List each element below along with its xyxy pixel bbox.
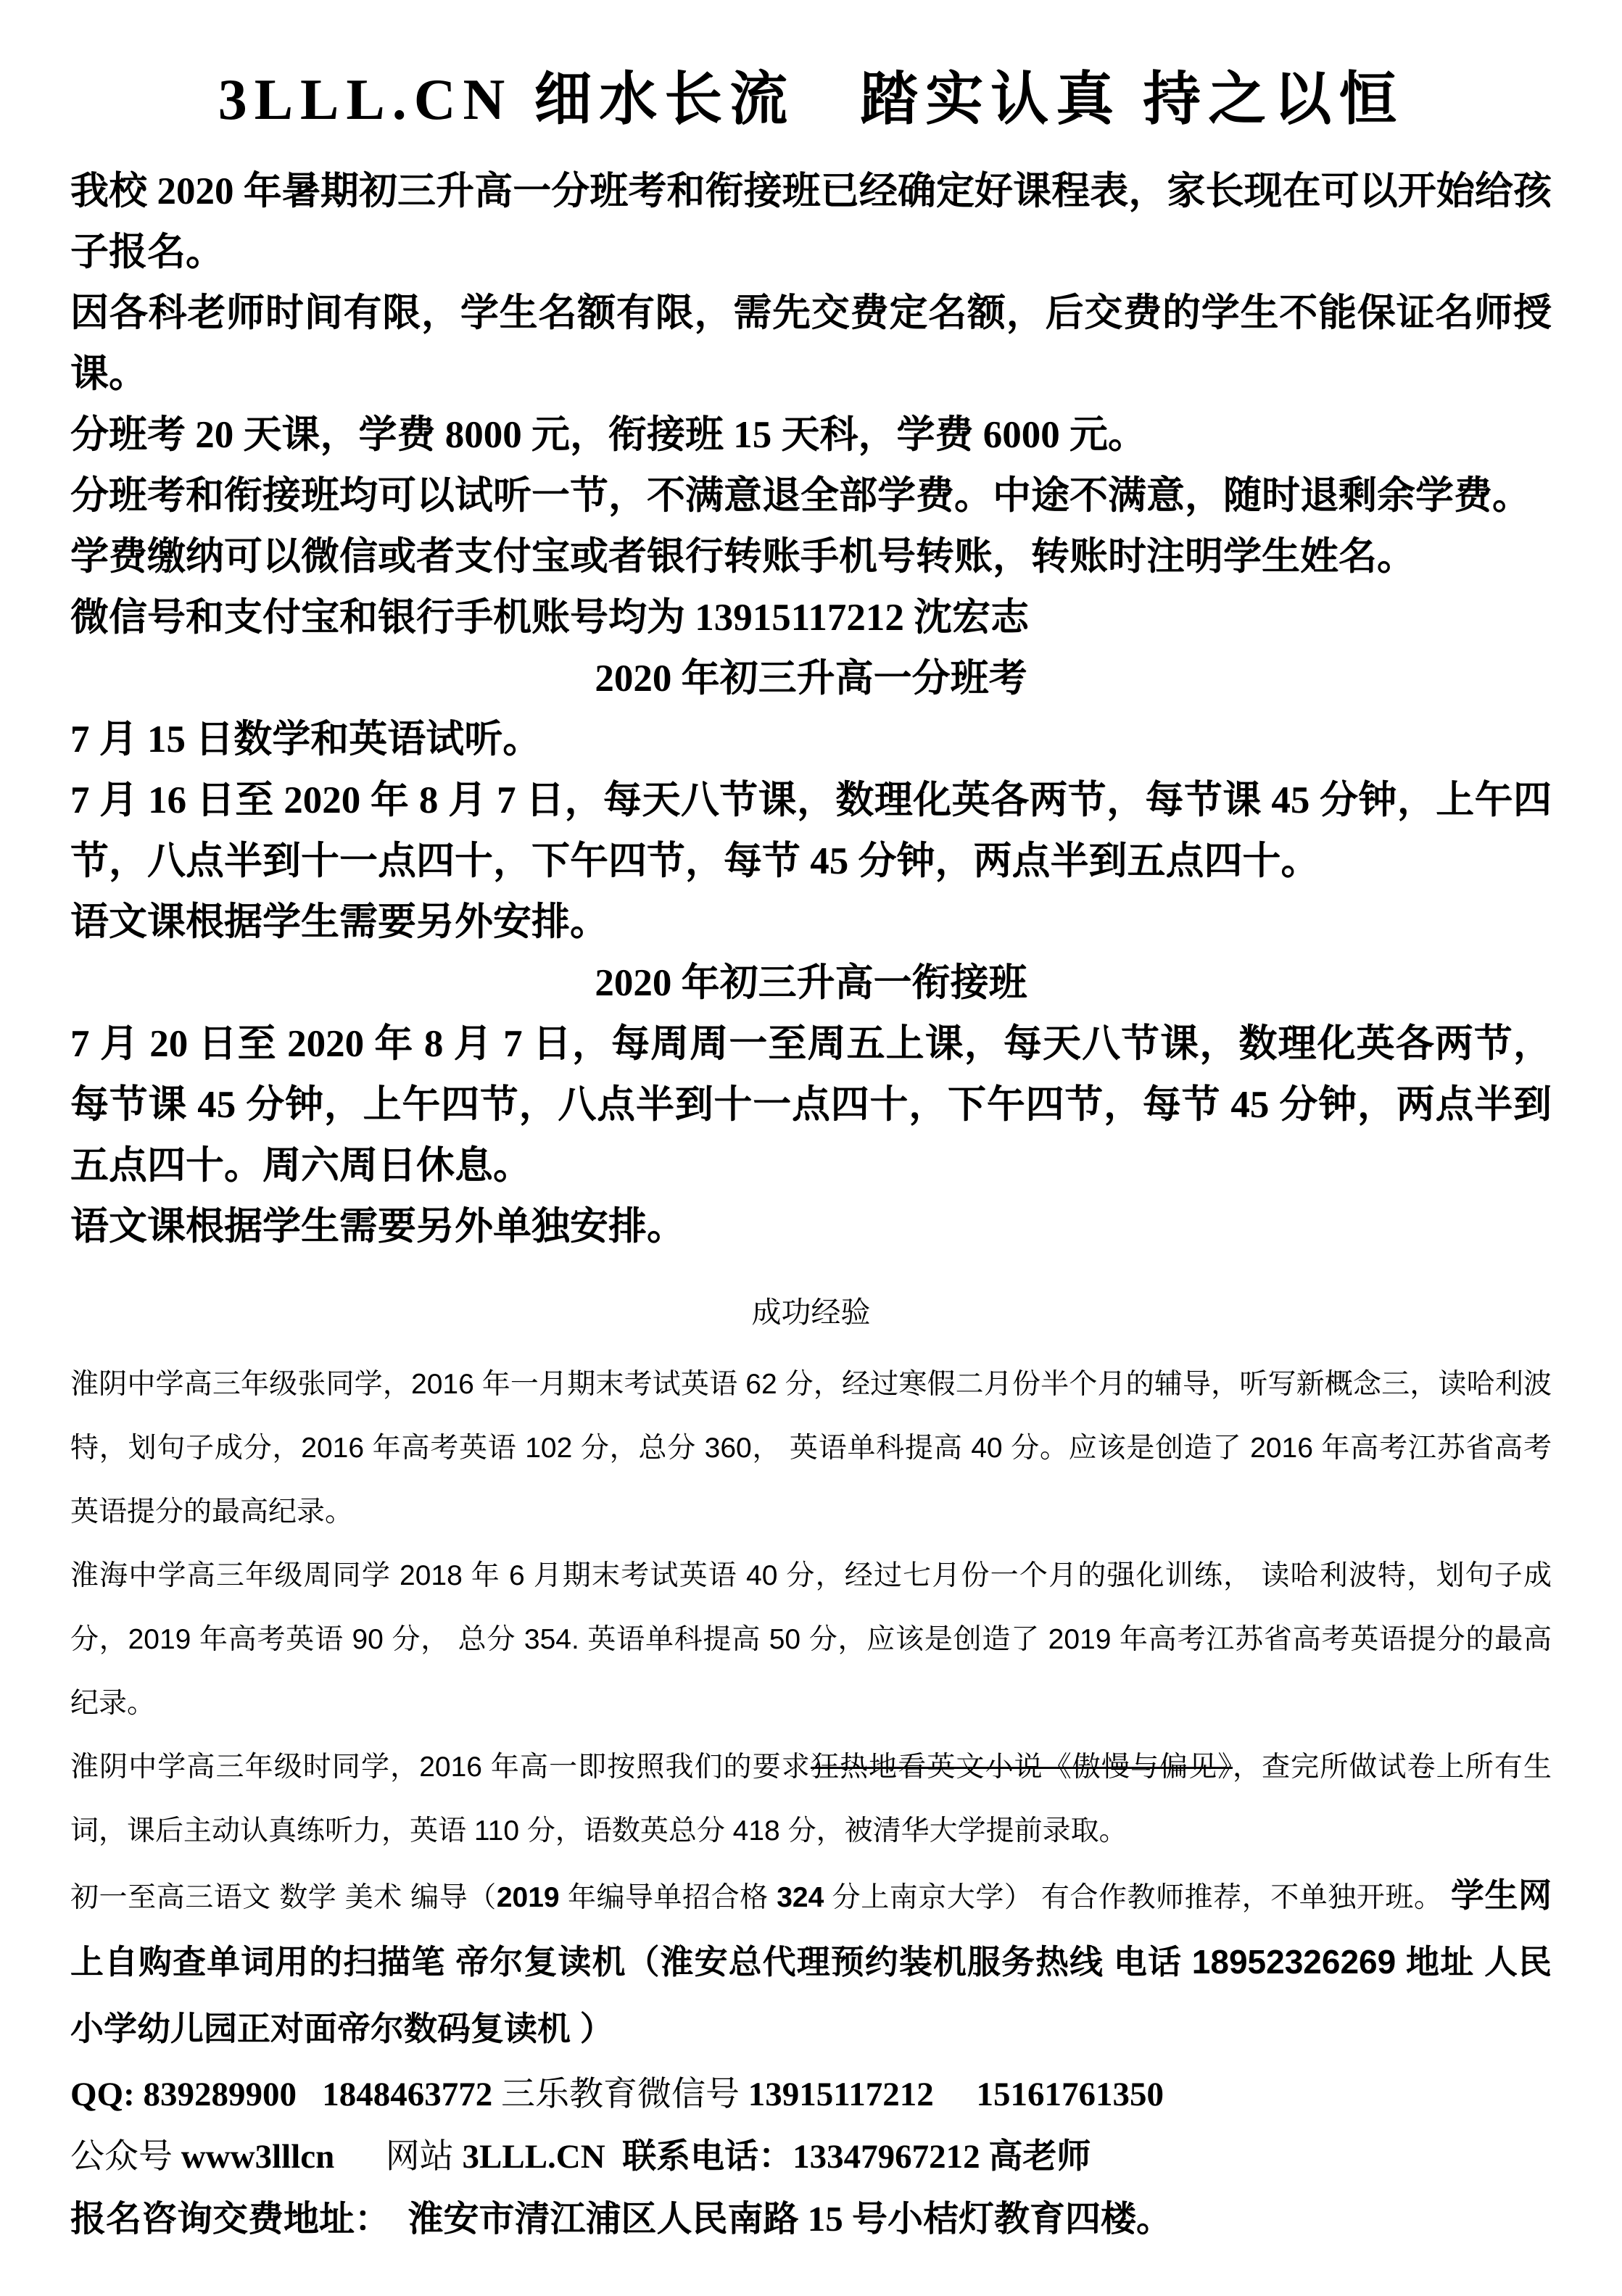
official-account-value: www3lllcn bbox=[181, 2138, 335, 2176]
success-story-zhang: 淮阴中学高三年级张同学，2016 年一月期末考试英语 62 分，经过寒假二月份半个月的辅导，听写新概念三，读哈利波特，划句子成分，2016 年高考英语 102 分，总分 360， 英语单科提高 40 分。应该是创造了 2016 年高考江苏省高考英语提分的最高纪录。 bbox=[70, 1369, 1552, 1528]
section-heading-placement-exam: 2020 年初三升高一分班考 bbox=[595, 658, 1027, 700]
bridge-schedule: 7 月 20 日至 2020 年 8 月 7 日，每周周一至周五上课，每天八节课，数理化英各两节，每节课 45 分钟，上午四节，八点半到十一点四十，下午四节，每节 45 分钟，两点半到五点四十。周六周日休息。 bbox=[70, 1023, 1552, 1187]
course-offerings-paragraph bbox=[70, 1863, 1552, 2063]
success-story-shi bbox=[70, 1736, 1552, 1863]
biandao-year: 2019 bbox=[496, 1882, 560, 1913]
intro-paragraph-enrollment: 我校 2020 年暑期初三升高一分班考和衔接班已经确定好课程表，家长现在可以开始给孩子报名。 bbox=[70, 170, 1552, 273]
placement-trial-line: 7 月 15 日数学和英语试听。 bbox=[70, 718, 542, 761]
wechat-numbers: 13915117212 15161761350 bbox=[748, 2076, 1164, 2113]
placement-schedule: 7 月 16 日至 2020 年 8 月 7 日，每天八节课，数理化英各两节，每节课 45 分钟，上午四节，八点半到十一点四十，下午四节，每节 45 分钟，两点半到五点四十。 bbox=[70, 779, 1552, 882]
wechat-label: 三乐教育微信号 bbox=[501, 2076, 748, 2113]
website-label: 网站 bbox=[334, 2138, 463, 2176]
strikethrough-text: 狂热地看英文小说《傲慢与偏见》 bbox=[810, 1752, 1233, 1783]
intro-paragraph-account: 微信号和支付宝和银行手机账号均为 13915117212 沈宏志 bbox=[70, 597, 1030, 639]
placement-chinese-note: 语文课根据学生需要另外安排。 bbox=[70, 901, 608, 943]
address-line: 报名咨询交费地址： 淮安市清江浦区人民南路 15 号小桔灯教育四楼。 bbox=[70, 2199, 1172, 2239]
success-section-heading: 成功经验 bbox=[751, 1296, 871, 1329]
story-shi-tail-text: ，查完所做试卷上所有生词，课后主动认真练听力，英语 110 分，语数英总分 418 分，被清华大学提前录取。 bbox=[70, 1752, 1552, 1847]
phone-contact: 联系电话：13347967212 高老师 bbox=[605, 2138, 1091, 2176]
biandao-mid-text: 年编导单招合格 bbox=[559, 1882, 777, 1913]
qq-contact-line bbox=[70, 2063, 1552, 2126]
intro-paragraph-quota: 因各科老师时间有限，学生名额有限，需先交费定名额，后交费的学生不能保证名师授课。 bbox=[70, 292, 1552, 395]
qq-numbers: QQ: 839289900 1848463772 bbox=[70, 2076, 502, 2113]
official-account-label: 公众号 bbox=[70, 2138, 181, 2176]
course-offerings-text: 初一至高三语文 数学 美术 编导（ bbox=[70, 1882, 497, 1913]
biandao-tail-text: 分上南京大学） 有合作教师推荐，不单独开班。 bbox=[824, 1882, 1451, 1913]
success-story-zhou: 淮海中学高三年级周同学 2018 年 6 月期末考试英语 40 分，经过七月份一个月的强化训练， 读哈利波特，划句子成分，2019 年高考英语 90 分， 总分 354. 英语单科提高 50 分，应该是创造了 2019 年高考江苏省高考英语提分的最高纪录。 bbox=[70, 1560, 1552, 1719]
bridge-chinese-note: 语文课根据学生需要另外单独安排。 bbox=[70, 1206, 685, 1248]
page-title: 3LLL.CN 细水长流 踏实认真 持之以恒 bbox=[218, 68, 1404, 132]
section-heading-bridge-class: 2020 年初三升高一衔接班 bbox=[595, 962, 1027, 1004]
intro-paragraph-payment: 学费缴纳可以微信或者支付宝或者银行转账手机号转账，转账时注明学生姓名。 bbox=[70, 536, 1415, 578]
scanner-pen-promo-text: 学生网上自购查单词用的扫描笔 帝尔复读机（淮安总代理预约装机服务热线 电话 18952326269 地址 人民小学幼儿园正对面帝尔数码复读机 ） bbox=[70, 1876, 1552, 2047]
story-shi-lead-text: 淮阴中学高三年级时同学，2016 年高一即按照我们的要求 bbox=[70, 1752, 811, 1783]
website-value: 3LLL.CN bbox=[462, 2138, 605, 2176]
biandao-score: 324 bbox=[777, 1882, 824, 1913]
official-account-line bbox=[70, 2126, 1552, 2188]
intro-paragraph-tuition: 分班考 20 天课，学费 8000 元，衔接班 15 天科，学费 6000 元。 bbox=[70, 414, 1146, 456]
intro-paragraph-refund: 分班考和衔接班均可以试听一节，不满意退全部学费。中途不满意，随时退剩余学费。 bbox=[70, 475, 1531, 517]
